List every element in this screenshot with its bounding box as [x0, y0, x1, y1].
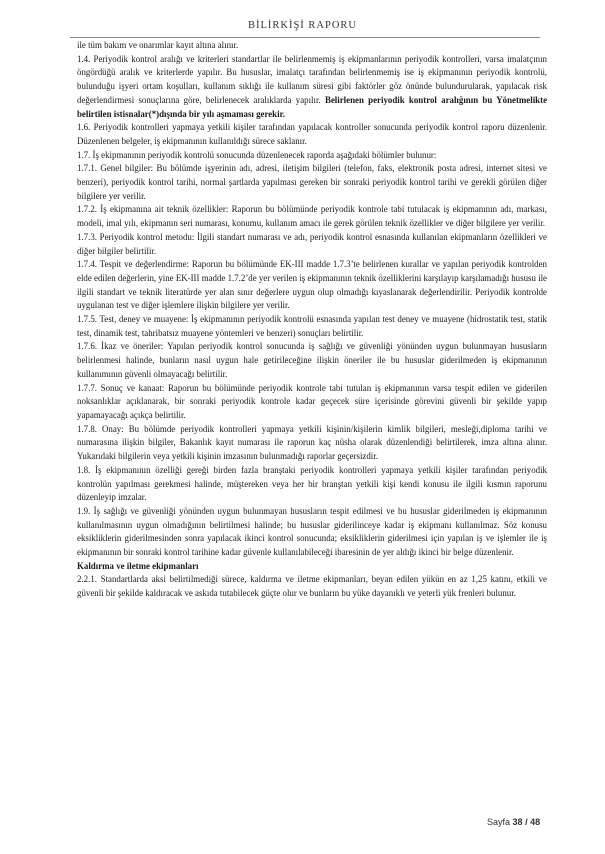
paragraph: 1.6. Periyodik kontrolleri yapmaya yetkili kişiler tarafından yapılacak kontroller sonucunda periyodik kontrol raporu düzenlenir. Düzenlenen belgeler, iş ekipmanının kullanıldığı sürece saklanır.: [77, 122, 547, 146]
document-body: [77, 39, 547, 601]
page-total: 48: [530, 817, 541, 827]
paragraph: 1.9. İş sağlığı ve güvenliği yönünden uygun bulunmayan hususların tespit edilmesi ve bu hususlar giderilmeden iş ekipmanının kullanılmasının uygun olmadığının belirtilmesi halinde; bu hususlar giderilinceye kadar iş ekipmanı kullanılmaz. Söz konusu eksikliklerin giderilmesinden sonra yapılacak ikinci kontrol sonucunda; eksikliklerin giderilmesi için yapılan iş ve işlemler ile iş ekipmanının bir sonraki kontrol tarihine kadar güvenle kullanılabileceği ibaresinin de yer aldığı ikinci bir belge düzenlenir.: [77, 505, 547, 558]
paragraph: 1.7.5. Test, deney ve muayene: İş ekipmanının periyodik kontrolü esnasında yapılan test deney ve muayene (hidrostatik test, statik test, dinamik test, tahribatsız muayene yöntemleri ve benzeri) sonuçları belirtilir.: [77, 314, 547, 338]
page-label: Sayfa: [487, 817, 511, 827]
report-header-title: BİLİRKİŞİ RAPORU: [247, 20, 358, 31]
paragraph: 1.7.3. Periyodik kontrol metodu: İlgili standart numarası ve adı, periyodik kontrol esnasında kullanılan ekipmanların özellikleri ve diğer bilgiler belirtilir.: [77, 231, 547, 256]
paragraph: 1.7.6. İkaz ve öneriler: Yapılan periyodik kontrol sonucunda iş sağlığı ve güvenliği yönünden uygun bulunmayan hususların belirlenmesi halinde, bunların nasıl uygun hale getirileceğine ilişkin öneriler ile bu hususlar giderilmeden iş ekipmanının kullanımının güvenli olmayacağı belirtilir.: [77, 341, 547, 379]
paragraph-1-4-text: 1.4. Periyodik kontrol aralığı ve kriterleri standartlar ile belirlenmemiş iş ekipmanlarının periyodik kontrolleri, varsa imalatçının öngördüğü aralık ve kriterlerde yapılır. Bu hususlar, imalatçı tarafından belirlenmemiş ise iş ekipmanının periyodik kontrolü, bulunduğu işyeri ortam koşulları, kullanım sıklığı ile kullanım süresi gibi faktörler göz önünde bulundurularak, yapılacak risk değerlendirmesi sonuçlarına göre, belirlenecek aralıklarda yapılır.: [77, 53, 547, 105]
paragraph: 1.8. İş ekipmanının özelliği gereği birden fazla branştaki periyodik kontrolleri yapmaya yetkili kişiler tarafından periyodik kontrolün yapılması gerekmesi halinde, müştereken veya her bir branştan yetkili kişi kendi konusu ile ilgili kısmın raporunu düzenleyip imzalar.: [77, 464, 547, 503]
paragraph: 1.7.7. Sonuç ve kanaat: Raporun bu bölümünde periyodik kontrole tabi tutulan iş ekipmanının varsa tespit edilen ve giderilen noksanlıklar açıklanarak, bir sonraki periyodik kontrole kadar geçecek süre içerisinde görevini güvenli bir şekilde yapıp yapamayacağı açıkça belirtilir.: [77, 382, 547, 420]
paragraph: 2.2.1. Standartlarda aksi belirtilmediği sürece, kaldırma ve iletme ekipmanları, beyan edilen yükün en az 1,25 katını, etkili ve güvenli bir şekilde kaldıracak ve askıda tutabilecek güçte olur ve bunların bu yüke dayanıklı ve yeterli yük frenleri bulunur.: [77, 574, 547, 599]
page-number: [487, 817, 540, 827]
header-divider: [70, 37, 540, 38]
page-separator: /: [525, 817, 528, 827]
page-current: 38: [512, 817, 523, 827]
paragraph: 1.7.2. İş ekipmanına ait teknik özellikler: Raporun bu bölümünde periyodik kontrole tabi tutulacak iş ekipmanının adı, markası, modeli, imal yılı, ekipmanın seri numarası, konumu, kullanım amacı ile gerek görülen teknik özellikler ve diğer bilgilere yer verilir.: [77, 204, 547, 229]
paragraph: ile tüm bakım ve onarımlar kayıt altına alınır.: [77, 40, 239, 50]
paragraph-1-4-bold-sentence: Belirlenen periyodik kontrol aralığının bu Yönetmelikte belirtilen istisnalar(*)dışında bir yılı aşmaması gerekir.: [77, 94, 548, 119]
paragraph: 1.7.4. Tespit ve değerlendirme: Raporun bu bölümünde EK-III madde 1.7.3’te belirlenen kurallar ve yapılan periyodik kontrolden elde edilen değerlerin, yine EK-III madde 1.7.2’de yer verilen iş ekipmanının teknik özelliklerini karşılayıp karşılamadığı hususu ile ilgili standart ve teknik literatürde yer alan sınır değerlere uygun olup olmadığı kıyaslanarak değerlendirilir. Periyodik kontrolde uygulanan test ve diğer işlemlere ilişkin bilgilere yer verilir.: [77, 259, 547, 311]
paragraph: 1.7. İş ekipmanının periyodik kontrolü sonucunda düzenlenecek raporda aşağıdaki bölümler bulunur:: [77, 149, 437, 160]
section-heading: Kaldırma ve iletme ekipmanları: [77, 560, 199, 571]
paragraph: 1.7.1. Genel bilgiler: Bu bölümde işyerinin adı, adresi, iletişim bilgileri (telefon, faks, elektronik posta adresi, internet sitesi ve benzeri), periyodik kontrol tarihi, normal şartlarda yapılması gereken bir sonraki periyodik kontrol tarihi ve gerekli görülen diğer bilgilere yer verilir.: [77, 163, 547, 201]
paragraph: 1.7.8. Onay: Bu bölümde periyodik kontrolleri yapmaya yetkili kişinin/kişilerin kimlik bilgileri, mesleği,diploma tarihi ve numarasına ilişkin bilgiler, Bakanlık kayıt numarası ile raporun kaç nüsha olarak düzenlendiği belirtilerek, imza altına alınır. Yukarıdaki bilgilerin veya yetkili kişinin imzasının bulunmadığı raporlar geçersizdir.: [77, 423, 547, 462]
paragraph-1-4: [77, 53, 547, 122]
